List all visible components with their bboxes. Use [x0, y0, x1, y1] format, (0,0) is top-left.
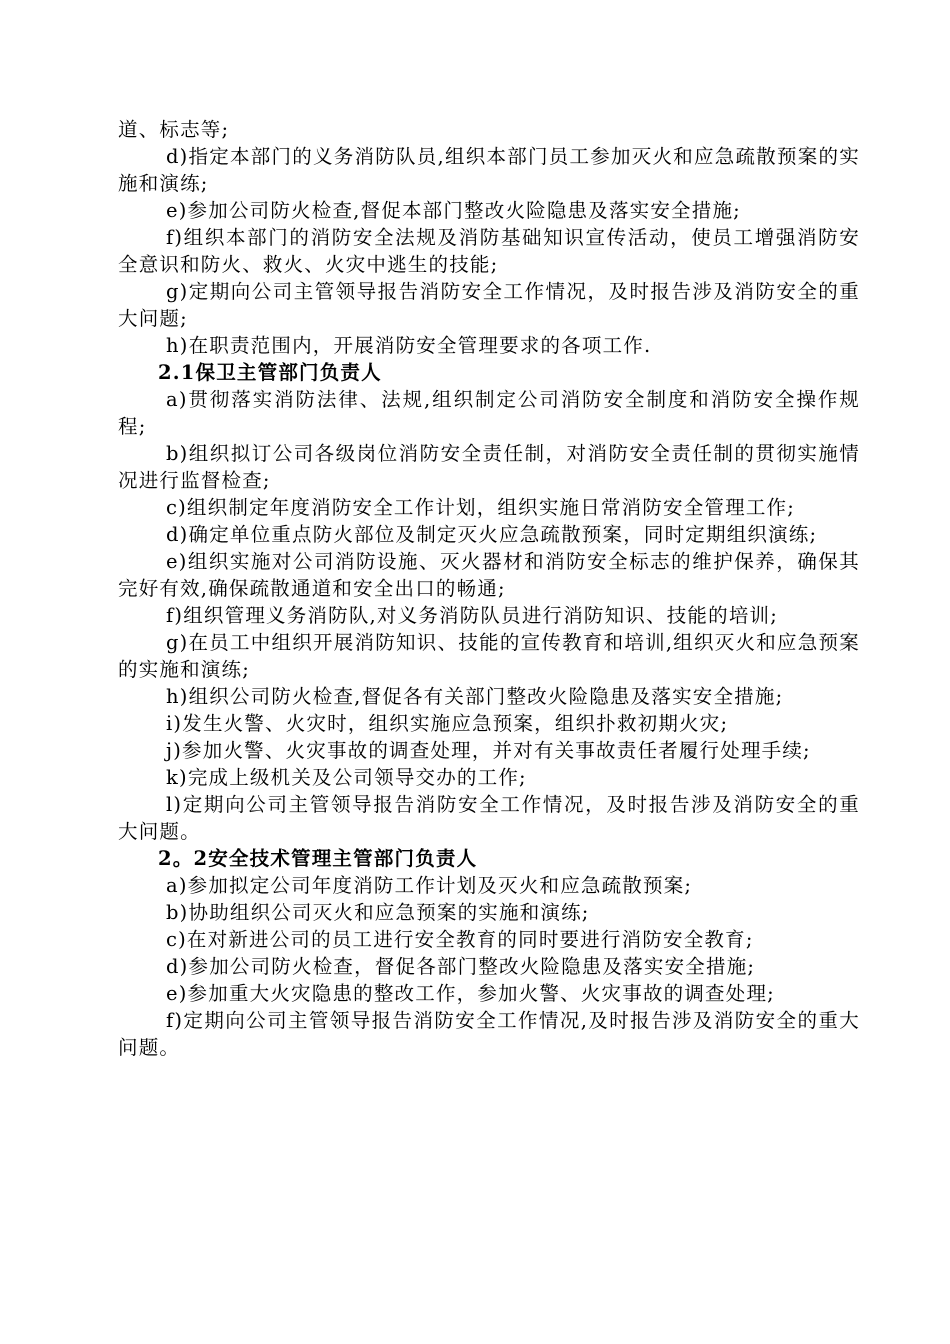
paragraph: g)定期向公司主管领导报告消防安全工作情况，及时报告涉及消防安全的重大问题; [118, 280, 860, 330]
paragraph: e)组织实施对公司消防设施、灭火器材和消防安全标志的维护保养，确保其完好有效,确保疏散通道和安全出口的畅通; [118, 550, 860, 600]
section-heading: 2。2安全技术管理主管部门负责人 [158, 847, 478, 870]
paragraph: 道、标志等; [118, 118, 230, 141]
section-heading: 2.1保卫主管部门负责人 [158, 361, 382, 384]
paragraph: f)组织管理义务消防队,对义务消防队员进行消防知识、技能的培训; [166, 604, 778, 627]
paragraph: h)在职责范围内，开展消防安全管理要求的各项工作. [166, 334, 652, 357]
paragraph: k)完成上级机关及公司领导交办的工作; [166, 766, 527, 789]
paragraph: d)指定本部门的义务消防队员,组织本部门员工参加灭火和应急疏散预案的实施和演练; [118, 145, 860, 195]
paragraph: a)参加拟定公司年度消防工作计划及灭火和应急疏散预案; [166, 874, 693, 897]
document-page [118, 116, 860, 1061]
paragraph: e)参加公司防火检查,督促本部门整改火险隐患及落实安全措施; [166, 199, 741, 222]
paragraph: f)定期向公司主管领导报告消防安全工作情况,及时报告涉及消防安全的重大问题。 [118, 1009, 860, 1059]
paragraph: f)组织本部门的消防安全法规及消防基础知识宣传活动，使员工增强消防安全意识和防火、救火、火灾中逃生的技能; [118, 226, 860, 276]
paragraph: j)参加火警、火灾事故的调查处理，并对有关事故责任者履行处理手续; [166, 739, 811, 762]
paragraph: d)确定单位重点防火部位及制定灭火应急疏散预案，同时定期组织演练; [166, 523, 818, 546]
paragraph: h)组织公司防火检查,督促各有关部门整改火险隐患及落实安全措施; [166, 685, 784, 708]
paragraph: d)参加公司防火检查，督促各部门整改火险隐患及落实安全措施; [166, 955, 756, 978]
paragraph: b)协助组织公司灭火和应急预案的实施和演练; [166, 901, 590, 924]
paragraph: i)发生火警、火灾时，组织实施应急预案，组织扑救初期火灾; [166, 712, 729, 735]
paragraph: g)在员工中组织开展消防知识、技能的宣传教育和培训,组织灭火和应急预案的实施和演练; [118, 631, 860, 681]
paragraph: l)定期向公司主管领导报告消防安全工作情况，及时报告涉及消防安全的重大问题。 [118, 793, 860, 843]
paragraph: a)贯彻落实消防法律、法规,组织制定公司消防安全制度和消防安全操作规程; [118, 388, 860, 438]
paragraph: e)参加重大火灾隐患的整改工作，参加火警、火灾事故的调查处理; [166, 982, 775, 1005]
paragraph: b)组织拟订公司各级岗位消防安全责任制，对消防安全责任制的贯彻实施情况进行监督检查; [118, 442, 860, 492]
paragraph: c)组织制定年度消防安全工作计划，组织实施日常消防安全管理工作; [166, 496, 795, 519]
paragraph: c)在对新进公司的员工进行安全教育的同时要进行消防安全教育; [166, 928, 754, 951]
